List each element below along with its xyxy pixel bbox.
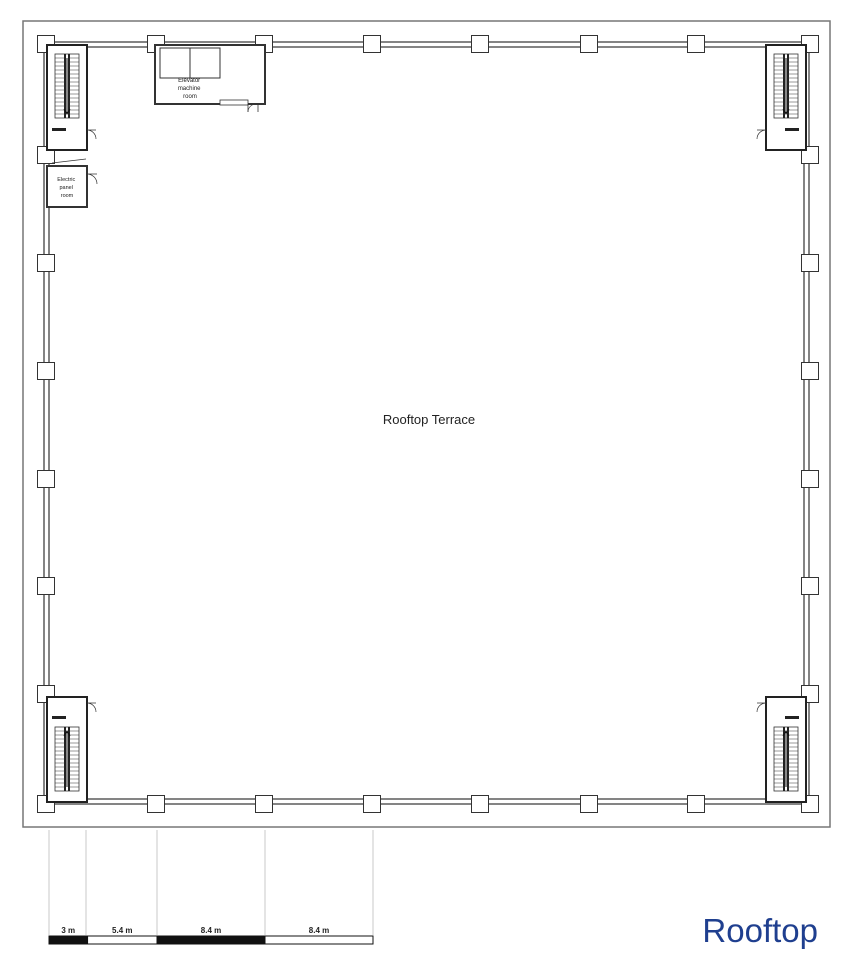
scale-segment [88,936,157,944]
stair-core [766,697,806,802]
stair-core [47,697,87,802]
scale-segment-label: 8.4 m [200,926,222,935]
drawing-title: Rooftop [702,912,818,949]
electric-panel-room [47,159,97,207]
column [581,796,598,813]
electric-room-label-1: Electric [57,177,76,183]
scale-extension-lines [49,830,373,935]
scale-segment [157,936,265,944]
stair-core [766,45,806,150]
landing-mark [52,716,66,719]
elevator-machine-room [155,45,265,112]
elevator-room-label-2: machine [177,86,201,92]
elevator-room-label-3: room [183,94,197,100]
stair-core [47,45,87,150]
column [802,578,819,595]
column [581,36,598,53]
landing-mark [52,128,66,131]
column [38,578,55,595]
column [38,255,55,272]
column [802,363,819,380]
scale-segment [49,936,88,944]
electric-room-label-3: room [60,193,74,199]
column [802,471,819,488]
scale-segment-label: 5.4 m [112,926,133,935]
landing-mark [785,716,799,719]
column [472,36,489,53]
door-swing [757,130,766,139]
column [364,796,381,813]
column [148,796,165,813]
column [688,36,705,53]
landing-mark [785,128,799,131]
column [38,471,55,488]
column [472,796,489,813]
elevator-room-label-1: Elevator [178,78,201,84]
door-swing [757,703,766,712]
column [364,36,381,53]
column [802,255,819,272]
scale-segment [265,936,373,944]
door-swing [87,130,96,139]
column [688,796,705,813]
door-swing [87,703,96,712]
electric-room-label-2: panel [59,185,73,191]
column [256,796,273,813]
scale-bar [49,926,373,944]
scale-segment-label: 3 m [61,926,76,935]
terrace-label: Rooftop Terrace [382,412,476,427]
column [38,363,55,380]
scale-segment-label: 8.4 m [308,926,330,935]
